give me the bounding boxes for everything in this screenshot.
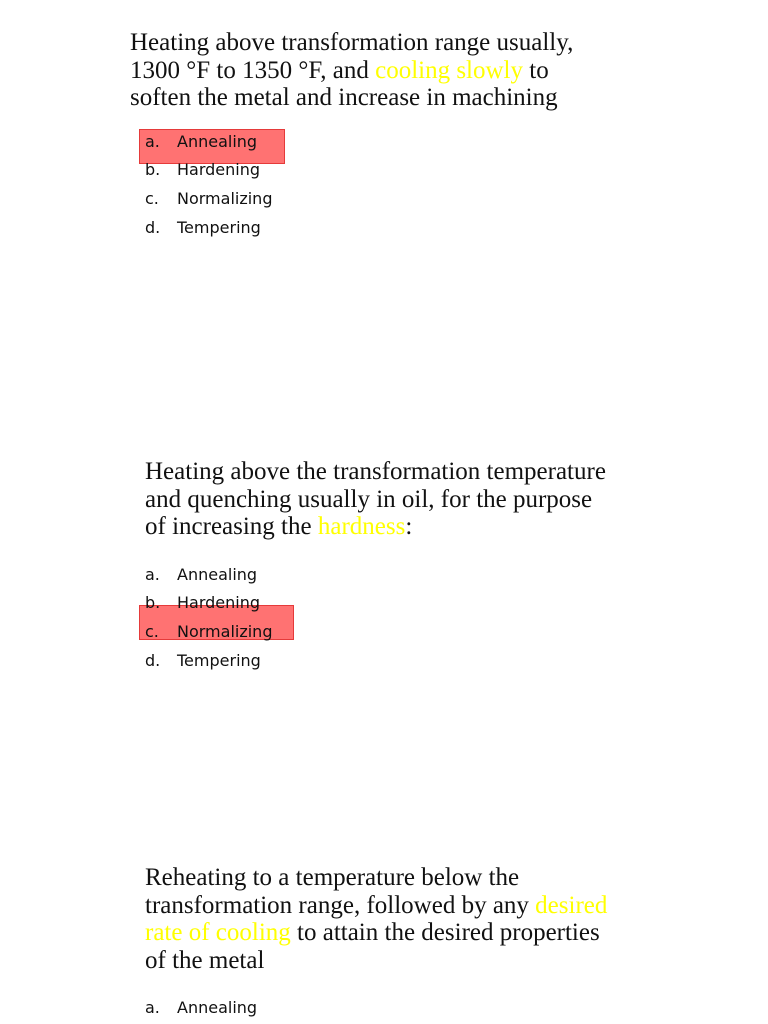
stem-text: Reheating to a temperature below the bbox=[145, 864, 520, 891]
stem-text: transformation range, followed by any bbox=[145, 891, 536, 919]
stem-text: soften the metal and increase in machining bbox=[130, 84, 558, 111]
stem-text: 1300 °F to 1350 °F, and bbox=[130, 56, 376, 84]
question-3-options bbox=[145, 0, 345, 1024]
highlighted-keyword: cooling slowly bbox=[375, 56, 524, 84]
stem-text: Heating above transformation range usually, bbox=[130, 29, 574, 56]
option-letter: d. bbox=[145, 651, 161, 670]
stem-text: Heating above the transformation temperature bbox=[145, 458, 606, 485]
stem-text: and quenching usually in oil, for the purpose bbox=[145, 485, 593, 513]
stem-text: of the metal bbox=[145, 946, 265, 974]
option-text: Annealing bbox=[177, 132, 258, 151]
option-letter: a. bbox=[145, 998, 160, 1017]
option-text: Hardening bbox=[177, 160, 261, 179]
highlighted-keyword: rate of cooling bbox=[145, 919, 291, 946]
highlighted-keyword: desired bbox=[535, 891, 608, 919]
option-text: Hardening bbox=[177, 593, 261, 612]
option-letter: b. bbox=[145, 593, 161, 612]
stem-text: to attain the desired properties bbox=[290, 919, 600, 946]
option-letter: a. bbox=[145, 565, 160, 584]
option-text: Annealing bbox=[177, 565, 258, 584]
option-letter: b. bbox=[145, 160, 161, 179]
option-letter: d. bbox=[145, 218, 161, 237]
stem-text: : bbox=[405, 513, 413, 540]
stem-text: of increasing the bbox=[145, 513, 318, 540]
option-text: Tempering bbox=[177, 651, 261, 670]
stem-text: to bbox=[523, 56, 549, 84]
option-text: Normalizing bbox=[177, 622, 273, 641]
highlighted-keyword: hardness bbox=[317, 513, 406, 540]
option-letter: c. bbox=[145, 622, 159, 641]
option-letter: a. bbox=[145, 132, 160, 151]
option-text: Normalizing bbox=[177, 189, 273, 208]
option-text: Tempering bbox=[177, 218, 261, 237]
option-text: Annealing bbox=[177, 998, 258, 1017]
option-letter: c. bbox=[145, 189, 159, 208]
